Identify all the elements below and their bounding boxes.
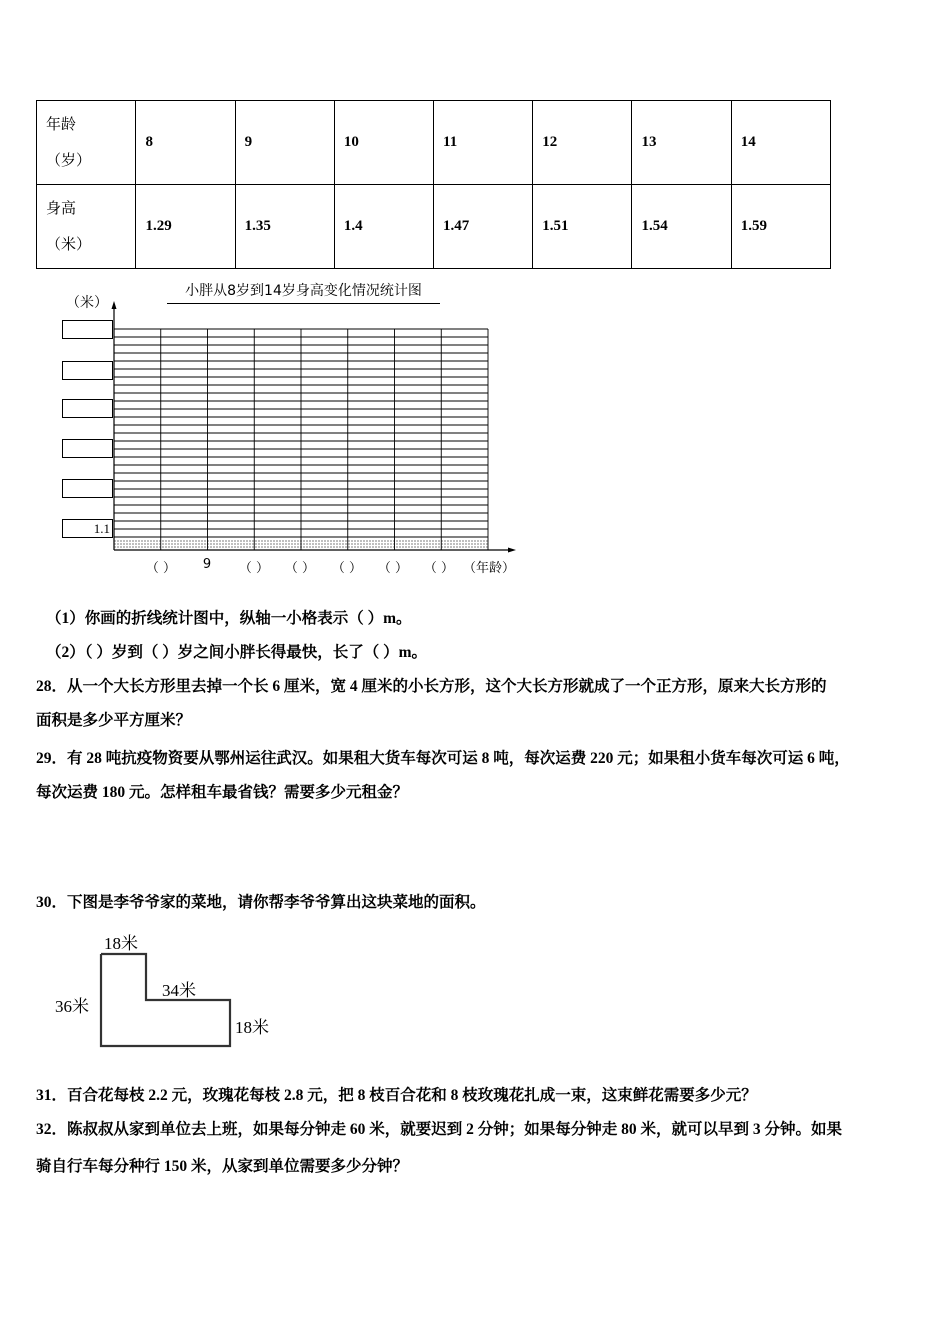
y-value-box[interactable] (62, 320, 113, 339)
header-line: 年龄 (46, 116, 77, 133)
x-label[interactable]: （ ） (377, 561, 409, 576)
age-cell: 14 (731, 101, 830, 185)
x-axis-unit: （年龄） (462, 561, 516, 576)
x-label: 9 (202, 557, 212, 572)
y-axis-unit: （米） (66, 295, 108, 311)
y-value-box[interactable] (62, 399, 113, 418)
height-cell: 1.47 (434, 185, 533, 269)
x-label[interactable]: （ ） (238, 561, 270, 576)
height-cell: 1.51 (533, 185, 632, 269)
height-cell: 1.35 (235, 185, 334, 269)
figure-label-left: 36米 (55, 997, 89, 1016)
y-value-box[interactable] (62, 361, 113, 380)
age-cell: 12 (533, 101, 632, 185)
question-32-cont: 骑自行车每分种行 150 米，从家到单位需要多少分钟？ (36, 1158, 409, 1175)
question-sub-2: （2）（ ）岁到（ ）岁之间小胖长得最快，长了（ ）m。 (46, 644, 428, 661)
y-axis-arrow-icon (112, 301, 117, 309)
age-cell: 9 (235, 101, 334, 185)
age-cell: 11 (434, 101, 533, 185)
figure-label-top: 18米 (104, 934, 138, 953)
height-cell: 1.59 (731, 185, 830, 269)
height-cell: 1.54 (632, 185, 731, 269)
question-31: 31．百合花每枝 2.2 元，玫瑰花每枝 2.8 元，把 8 枝百合花和 8 枝玫瑰花扎成一束，这束鲜花需要多少元？ (36, 1087, 757, 1104)
question-28-cont: 面积是多少平方厘米？ (36, 712, 192, 729)
chart-title: 小胖从8岁到14岁身高变化情况统计图 (167, 280, 440, 304)
question-30: 30．下图是李爷爷家的菜地，请你帮李爷爷算出这块菜地的面积。 (36, 894, 486, 911)
x-label[interactable]: （ ） (331, 561, 363, 576)
figure-label-middle: 34米 (162, 981, 196, 1000)
question-28: 28．从一个大长方形里去掉一个长 6 厘米，宽 4 厘米的小长方形，这个大长方形就成了一个正方形，原来大长方形的 (36, 678, 827, 695)
y-value-box[interactable] (62, 439, 113, 458)
header-line: （米） (46, 236, 92, 253)
blank-grid-chart (0, 0, 950, 600)
question-32: 32．陈叔叔从家到单位去上班，如果每分钟走 60 米，就要迟到 2 分钟；如果每分钟走 80 米，就可以早到 3 分钟。如果 (36, 1121, 843, 1138)
grid (114, 329, 488, 550)
x-label[interactable]: （ ） (423, 561, 455, 576)
x-label[interactable]: （ ） (145, 561, 177, 576)
x-axis-arrow-icon (508, 548, 516, 553)
header-line: （岁） (46, 152, 92, 169)
age-cell: 10 (334, 101, 433, 185)
height-cell: 1.4 (334, 185, 433, 269)
y-value-box[interactable] (62, 479, 113, 498)
question-29: 29．有 28 吨抗疫物资要从鄂州运往武汉。如果租大货车每次可运 8 吨，每次运费 220 元；如果租小货车每次可运 6 吨， (36, 750, 850, 767)
question-sub-1: （1）你画的折线统计图中，纵轴一小格表示（ ）m。 (46, 610, 412, 627)
x-label[interactable]: （ ） (284, 561, 316, 576)
header-line: 身高 (46, 200, 77, 217)
y-value-box[interactable]: 1.1 (62, 519, 113, 538)
l-shape-figure (0, 920, 300, 1060)
height-cell: 1.29 (136, 185, 235, 269)
age-cell: 13 (632, 101, 731, 185)
figure-label-right: 18米 (235, 1018, 269, 1037)
question-29-cont: 每次运费 180 元。怎样租车最省钱？需要多少元租金？ (36, 784, 409, 801)
age-cell: 8 (136, 101, 235, 185)
